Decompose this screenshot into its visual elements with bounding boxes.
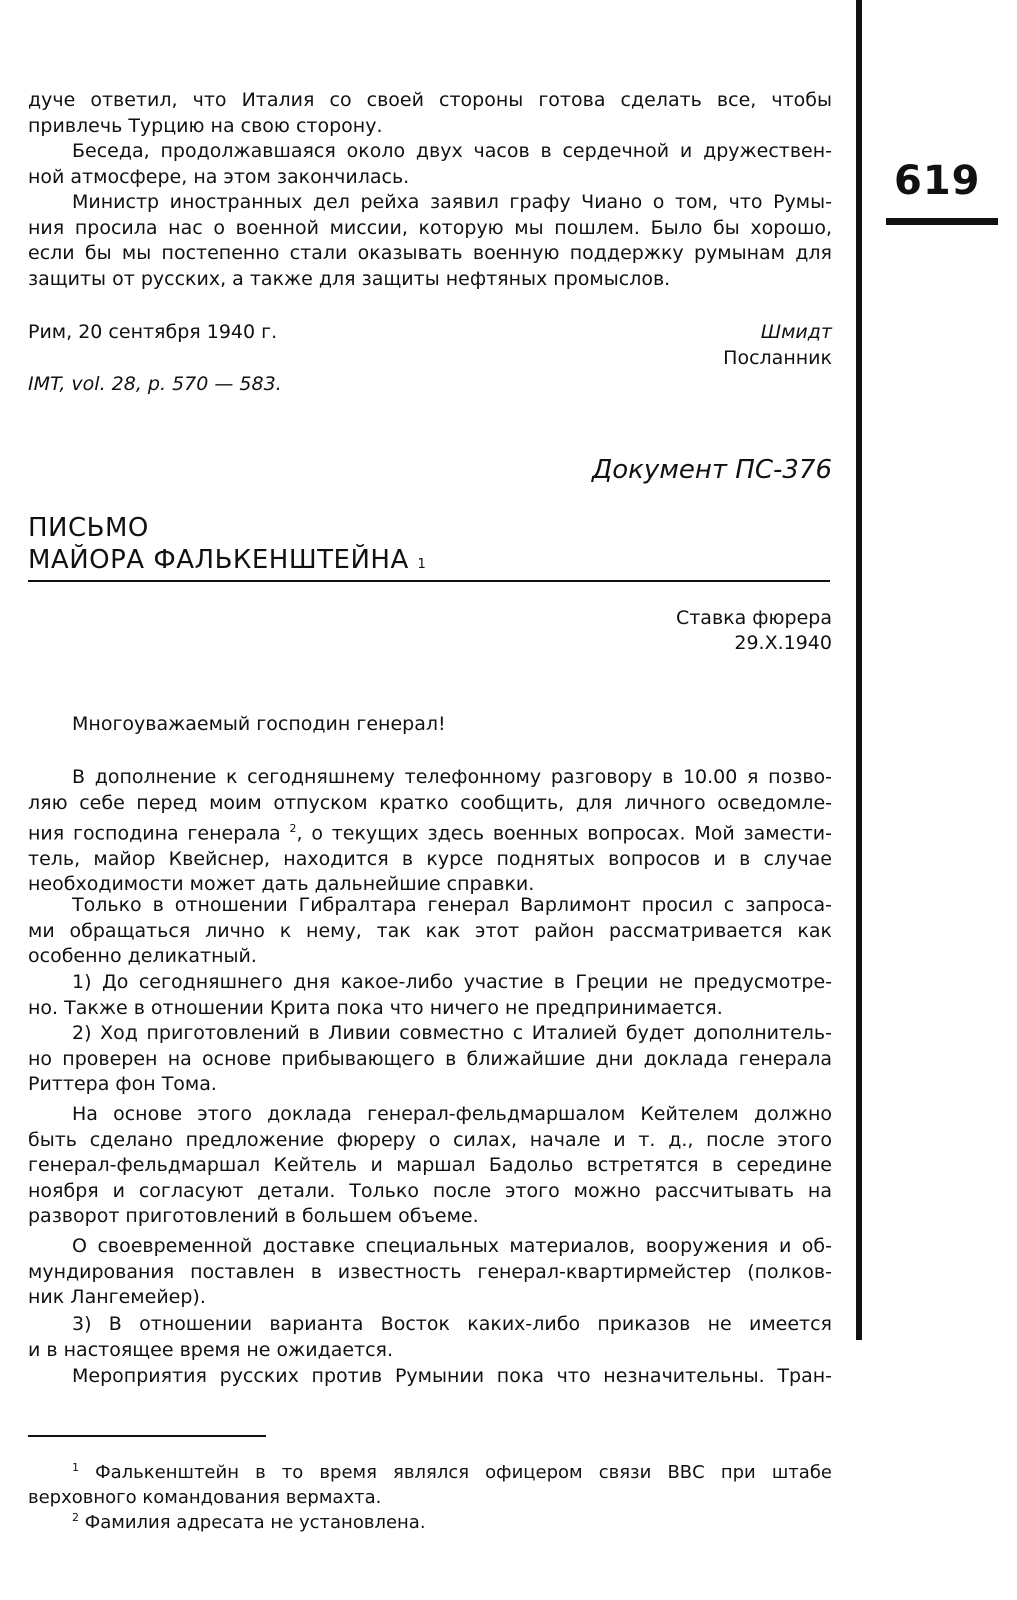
letter-location: Ставка фюрера: [675, 607, 832, 629]
text-line: тель, майор Квейснер, находится в курсе поднятых вопросов и в случае: [28, 847, 832, 870]
text-line: и в настоящее время не ожидается.: [28, 1338, 394, 1361]
text-line-with-mark: [28, 1455, 832, 1485]
text-line: Министр иностранных дел рейха заявил графу Чиано о том, что Румы-: [72, 191, 832, 213]
text-line: привлечь Турцию на свою сторону.: [28, 114, 383, 137]
title-line-2: [28, 544, 426, 581]
text-part: Фалькенштейн в то время являлся офицером связи ВВС при штабе: [95, 1462, 832, 1483]
page-number-rule: [886, 218, 998, 225]
document-title: [28, 512, 426, 581]
text-line: необходимости может дать дальнейшие справки.: [28, 873, 535, 896]
text-line: защиты от русских, а также для защиты нефтяных промыслов.: [28, 267, 671, 290]
text-line: мундирования поставлен в известность генерал-квартирмейстер (полков-: [28, 1260, 832, 1283]
text-part: , о текущих здесь военных вопросах. Мой замести-: [296, 822, 832, 845]
text-line: 1) До сегодняшнего дня какое-либо участие в Греции не предусмотре-: [72, 971, 832, 993]
text-line: В дополнение к сегодняшнему телефонному разговору в 10.00 я позво-: [72, 766, 832, 788]
source-citation: IMT, vol. 28, p. 570 — 583.: [28, 373, 282, 395]
letter-date: 29.X.1940: [734, 632, 832, 654]
text-line: верховного командования вермахта.: [28, 1487, 382, 1508]
paragraph-top-1: [28, 88, 832, 139]
text-line: Беседа, продолжавшаяся около двух часов в сердечной и дружествен-: [72, 140, 832, 162]
text-line: разворот приготовлений в большем объеме.: [28, 1205, 479, 1227]
text-line: дуче ответил, что Италия со своей стороны готова сделать все, чтобы: [28, 89, 832, 111]
text-line: 2) Ход приготовлений в Ливии совместно с Италией будет дополнитель-: [72, 1022, 832, 1044]
body-paragraph-7: [28, 1312, 832, 1363]
title-line: МАЙОРА ФАЛЬКЕНШТЕЙНА: [28, 545, 409, 575]
text-line: быть сделано предложение фюреру о силах, начале и т. д., после этого: [28, 1128, 832, 1151]
footnote-ref: 2: [289, 822, 297, 835]
body-paragraph-2: [28, 893, 832, 970]
title-rule: [28, 580, 830, 582]
salutation: Многоуважаемый господин генерал!: [72, 713, 446, 735]
text-line: генерал-фельдмаршал Кейтель и маршал Бадольо встретятся в середине: [28, 1154, 832, 1176]
text-line: если бы мы постепенно стали оказывать военную поддержку румынам для: [28, 242, 832, 264]
footnote-rule: [28, 1435, 266, 1437]
document-number: Документ ПС-376: [591, 455, 832, 485]
footnote-2: [28, 1505, 876, 1535]
footnote-mark: 1: [72, 1461, 79, 1474]
text-line: ляю себе перед моим отпуском кратко сообщить, для личного осведомле-: [28, 791, 832, 814]
text-part: Фамилия адресата не установлена.: [84, 1512, 426, 1533]
text-line-with-note: [28, 816, 832, 847]
page-number: 619: [894, 158, 981, 204]
text-part: ния господина генерала: [28, 822, 281, 845]
body-paragraph-8: [28, 1364, 832, 1390]
text-line: но проверен на основе прибывающего в ближайшие дни доклада генерала: [28, 1047, 832, 1070]
text-line: ной атмосфере, на этом закончилась.: [28, 165, 410, 188]
text-line: ми обращаться лично к нему, так как этот район рассматривается как: [28, 919, 832, 942]
text-line: 3) В отношении варианта Восток каких-либо приказов не имеется: [72, 1313, 832, 1335]
text-line: Мероприятия русских против Румынии пока что незначительны. Тран-: [72, 1365, 832, 1387]
text-line: На основе этого доклада генерал-фельдмаршалом Кейтелем должно: [72, 1103, 832, 1125]
paragraph-top-3: [28, 190, 832, 292]
body-paragraph-4: [28, 1021, 832, 1098]
text-line: ник Лангемейер).: [28, 1286, 206, 1308]
footnote-mark: 2: [72, 1511, 79, 1524]
text-line: ноября и согласуют детали. Только после этого можно рассчитывать на: [28, 1179, 832, 1202]
margin-vertical-rule: [856, 0, 862, 1340]
text-line: но. Также в отношении Крита пока что ничего не предпринимается.: [28, 996, 723, 1019]
body-paragraph-3: [28, 970, 832, 1021]
signer-title: Посланник: [723, 347, 832, 369]
place-date: Рим, 20 сентября 1940 г.: [28, 321, 278, 343]
footnote-1: [28, 1455, 832, 1510]
footnote-ref: 1: [417, 557, 427, 572]
body-paragraph-5: [28, 1102, 832, 1230]
text-line: Только в отношении Гибралтара генерал Варлимонт просил с запроса-: [72, 894, 832, 916]
text-line: Риттера фон Тома.: [28, 1073, 217, 1095]
body-paragraph-6: [28, 1234, 832, 1311]
paragraph-top-2: [28, 139, 832, 190]
title-line: ПИСЬМО: [28, 513, 149, 543]
text-line: ния просила нас о военной миссии, которую мы пошлем. Было бы хорошо,: [28, 216, 832, 239]
text-line: особенно деликатный.: [28, 945, 257, 967]
body-paragraph-1: [28, 765, 832, 898]
text-line: О своевременной доставке специальных материалов, вооружения и об-: [72, 1235, 832, 1257]
signer-name: Шмидт: [760, 321, 832, 343]
